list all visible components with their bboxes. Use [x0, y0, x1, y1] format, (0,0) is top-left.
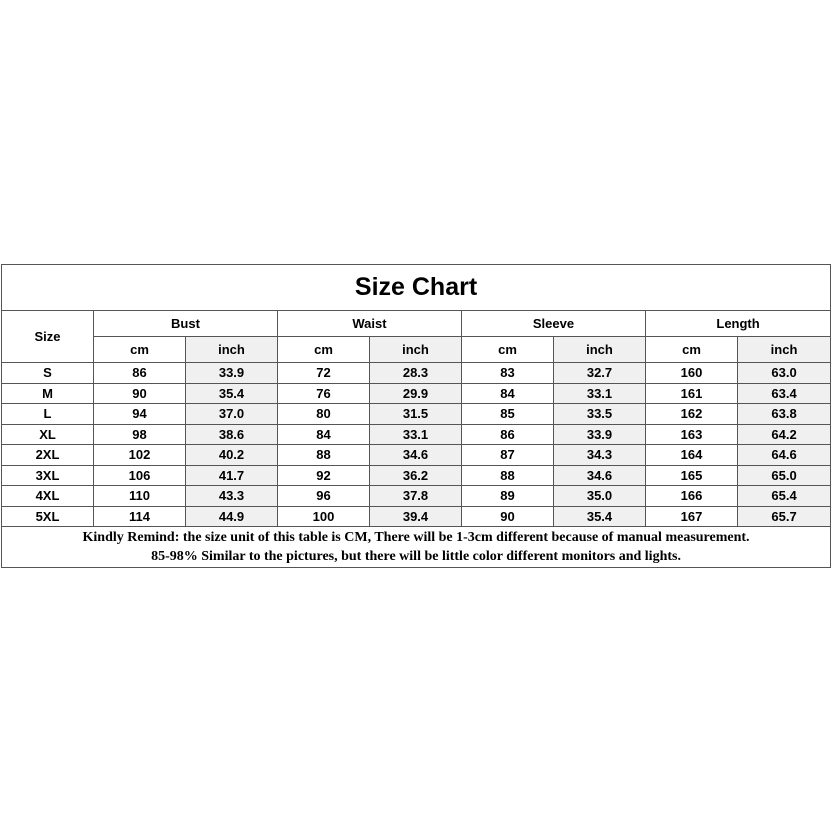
unit-header-inch: inch [186, 337, 278, 363]
inch-value-cell: 64.2 [738, 424, 831, 445]
table-row [2, 445, 831, 466]
inch-value-cell: 38.6 [186, 424, 278, 445]
cm-value-cell: 166 [646, 486, 738, 507]
unit-header-cm: cm [278, 337, 370, 363]
cm-value-cell: 83 [462, 363, 554, 384]
size-label: 2XL [2, 445, 94, 466]
size-label: M [2, 383, 94, 404]
table-row [2, 363, 831, 384]
inch-value-cell: 37.0 [186, 404, 278, 425]
size-label: 5XL [2, 506, 94, 527]
cm-value-cell: 72 [278, 363, 370, 384]
cm-value-cell: 110 [94, 486, 186, 507]
cm-value-cell: 162 [646, 404, 738, 425]
inch-value-cell: 34.3 [554, 445, 646, 466]
cm-value-cell: 163 [646, 424, 738, 445]
cm-value-cell: 161 [646, 383, 738, 404]
cm-value-cell: 106 [94, 465, 186, 486]
unit-header-inch: inch [554, 337, 646, 363]
inch-value-cell: 65.4 [738, 486, 831, 507]
table-row [2, 486, 831, 507]
cm-value-cell: 164 [646, 445, 738, 466]
inch-value-cell: 43.3 [186, 486, 278, 507]
cm-value-cell: 100 [278, 506, 370, 527]
table-row [2, 404, 831, 425]
size-label: L [2, 404, 94, 425]
inch-value-cell: 36.2 [370, 465, 462, 486]
cm-value-cell: 98 [94, 424, 186, 445]
inch-value-cell: 64.6 [738, 445, 831, 466]
cm-value-cell: 160 [646, 363, 738, 384]
inch-value-cell: 28.3 [370, 363, 462, 384]
inch-value-cell: 35.4 [186, 383, 278, 404]
sleeve-header: Sleeve [462, 311, 646, 337]
inch-value-cell: 31.5 [370, 404, 462, 425]
table-row [2, 383, 831, 404]
kindly-remind-note [2, 527, 831, 568]
cm-value-cell: 167 [646, 506, 738, 527]
cm-value-cell: 85 [462, 404, 554, 425]
cm-value-cell: 84 [462, 383, 554, 404]
cm-value-cell: 76 [278, 383, 370, 404]
note-line-1: Kindly Remind: the size unit of this table is CM, There will be 1-3cm different because of manual measurement. [82, 530, 750, 545]
table-row [2, 506, 831, 527]
inch-value-cell: 41.7 [186, 465, 278, 486]
unit-header-cm: cm [94, 337, 186, 363]
inch-value-cell: 40.2 [186, 445, 278, 466]
cm-value-cell: 90 [94, 383, 186, 404]
inch-value-cell: 63.0 [738, 363, 831, 384]
inch-value-cell: 37.8 [370, 486, 462, 507]
inch-value-cell: 33.5 [554, 404, 646, 425]
inch-value-cell: 33.9 [554, 424, 646, 445]
cm-value-cell: 88 [462, 465, 554, 486]
inch-value-cell: 35.0 [554, 486, 646, 507]
chart-title: Size Chart [2, 265, 831, 311]
unit-header-cm: cm [462, 337, 554, 363]
inch-value-cell: 32.7 [554, 363, 646, 384]
waist-header: Waist [278, 311, 462, 337]
unit-header-inch: inch [370, 337, 462, 363]
size-chart-table [1, 264, 831, 568]
cm-value-cell: 90 [462, 506, 554, 527]
bust-header: Bust [94, 311, 278, 337]
size-rows [2, 363, 831, 527]
inch-value-cell: 63.8 [738, 404, 831, 425]
cm-value-cell: 92 [278, 465, 370, 486]
inch-value-cell: 34.6 [370, 445, 462, 466]
inch-value-cell: 39.4 [370, 506, 462, 527]
size-label: XL [2, 424, 94, 445]
inch-value-cell: 33.1 [370, 424, 462, 445]
length-header: Length [646, 311, 831, 337]
cm-value-cell: 94 [94, 404, 186, 425]
size-label: S [2, 363, 94, 384]
unit-header-inch: inch [738, 337, 831, 363]
note-line-2: 85-98% Similar to the pictures, but there will be little color different monitors and lights. [151, 549, 681, 564]
cm-value-cell: 86 [462, 424, 554, 445]
inch-value-cell: 65.0 [738, 465, 831, 486]
inch-value-cell: 65.7 [738, 506, 831, 527]
cm-value-cell: 102 [94, 445, 186, 466]
cm-value-cell: 165 [646, 465, 738, 486]
cm-value-cell: 96 [278, 486, 370, 507]
inch-value-cell: 29.9 [370, 383, 462, 404]
cm-value-cell: 89 [462, 486, 554, 507]
unit-header-cm: cm [646, 337, 738, 363]
cm-value-cell: 87 [462, 445, 554, 466]
inch-value-cell: 63.4 [738, 383, 831, 404]
size-label: 3XL [2, 465, 94, 486]
inch-value-cell: 33.9 [186, 363, 278, 384]
inch-value-cell: 44.9 [186, 506, 278, 527]
cm-value-cell: 88 [278, 445, 370, 466]
cm-value-cell: 86 [94, 363, 186, 384]
cm-value-cell: 80 [278, 404, 370, 425]
cm-value-cell: 114 [94, 506, 186, 527]
table-row [2, 424, 831, 445]
inch-value-cell: 33.1 [554, 383, 646, 404]
size-column-header: Size [2, 311, 94, 363]
table-row [2, 465, 831, 486]
cm-value-cell: 84 [278, 424, 370, 445]
inch-value-cell: 34.6 [554, 465, 646, 486]
inch-value-cell: 35.4 [554, 506, 646, 527]
size-label: 4XL [2, 486, 94, 507]
